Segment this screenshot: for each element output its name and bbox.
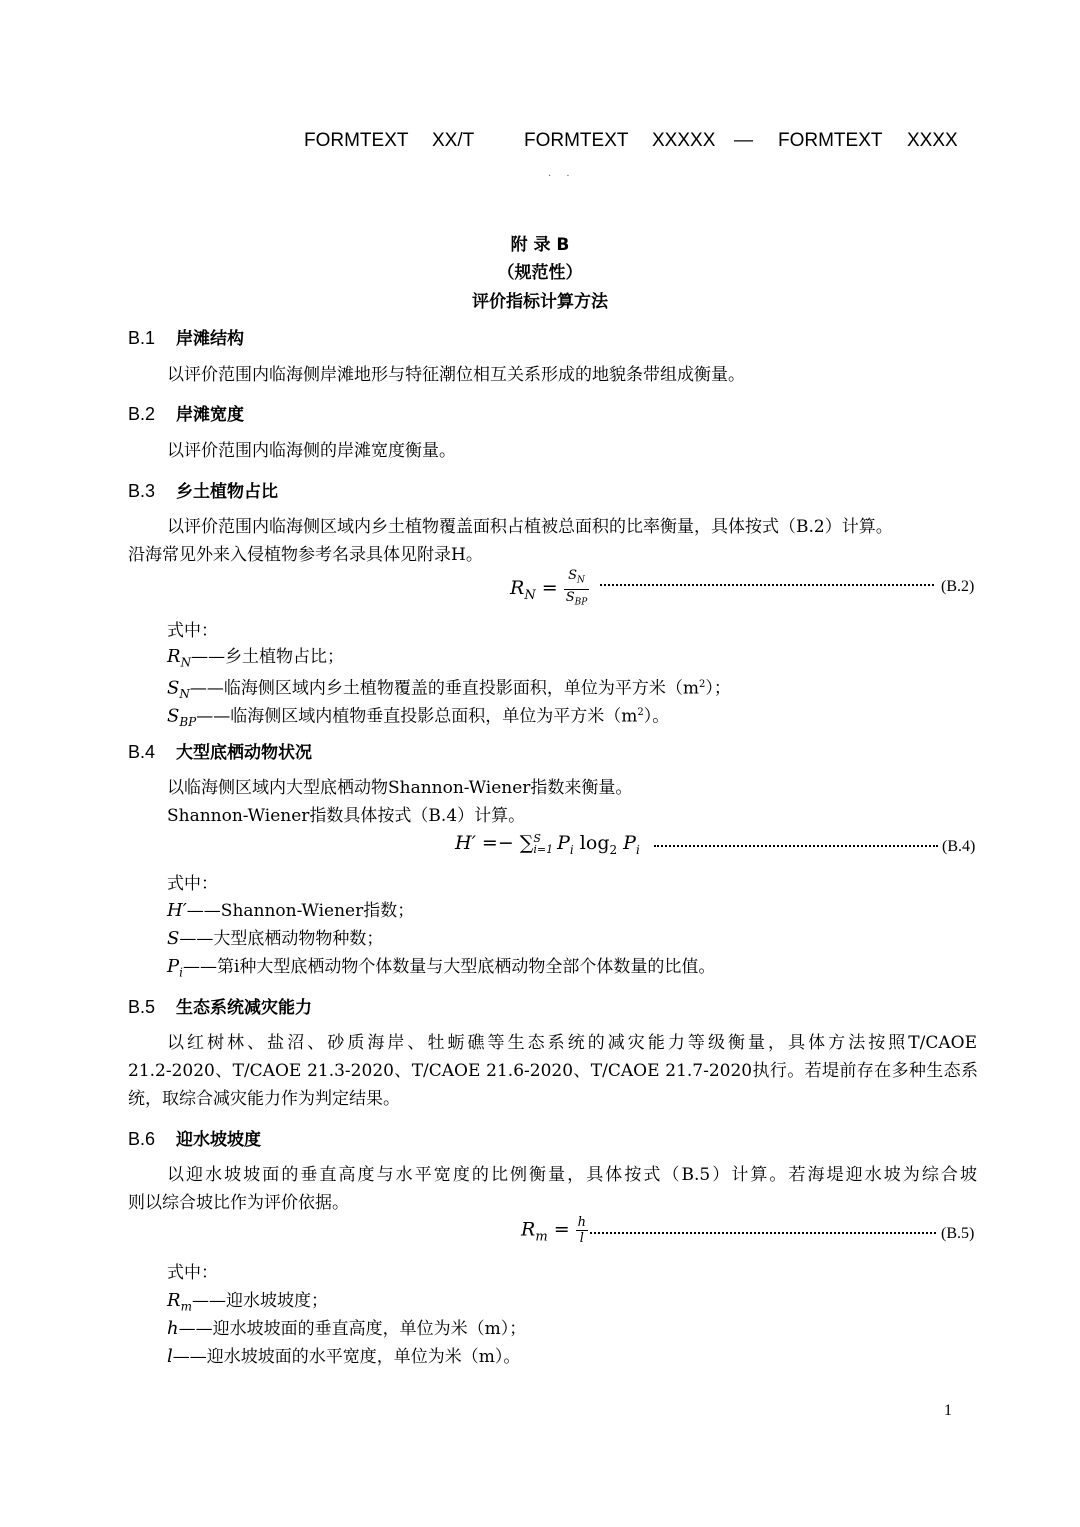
formula-b4	[455, 832, 640, 857]
definition-h	[167, 1315, 526, 1343]
section-b4-heading	[128, 738, 312, 763]
def-symbol: H′	[167, 900, 187, 921]
def-symbol: P	[167, 956, 180, 977]
def-subscript: N	[179, 687, 190, 702]
where-label: 式中：	[167, 621, 218, 641]
fraction-numerator	[564, 568, 590, 590]
section-title: 大型底栖动物状况	[176, 743, 312, 763]
header-dots: . .	[548, 168, 576, 179]
num-sub: N	[577, 575, 585, 586]
formula-eq: =	[541, 577, 558, 600]
section-b5-line-3: 统，取综合减灾能力作为判定结果。	[128, 1089, 400, 1109]
appendix-subtitle: 评价指标计算方法	[472, 292, 608, 312]
page-number: 1	[944, 1402, 952, 1419]
def-text: ——迎水坡坡面的水平宽度，单位为米（m）。	[172, 1347, 521, 1367]
header-value-3: XXXX	[907, 130, 958, 151]
formula-lhs: H′ =− ∑	[455, 832, 534, 854]
formula-log-sub: 2	[609, 842, 618, 857]
section-title: 岸滩宽度	[176, 405, 244, 425]
def-text-end: ）；	[705, 678, 731, 699]
den-sub: BP	[574, 597, 588, 608]
formula-b2	[510, 568, 589, 610]
def-subscript: m	[180, 1299, 192, 1314]
formula-fraction	[564, 568, 590, 610]
definition-l	[167, 1343, 520, 1371]
def-subscript: i	[179, 965, 183, 980]
def-symbol: R	[167, 1290, 181, 1311]
section-b5-line-1: 以红树林、盐沼、砂质海岸、牡蛎礁等生态系统的减灾能力等级衡量，具体方法按照T/CAOE	[167, 1033, 977, 1053]
appendix-nature: （规范性）	[497, 263, 583, 283]
formula-lhs: R	[510, 577, 525, 600]
section-number: B.6	[128, 1129, 156, 1149]
section-number: B.4	[128, 742, 156, 762]
def-text: ——临海侧区域内乡土植物覆盖的垂直投影面积，单位为平方米（m	[189, 678, 699, 699]
section-b4-text-2: Shannon-Wiener指数具体按式（B.4）计算。	[167, 806, 526, 826]
section-b5-heading	[128, 993, 312, 1018]
def-subscript: N	[180, 655, 192, 670]
section-number: B.5	[128, 997, 156, 1017]
def-symbol: R	[167, 646, 181, 667]
definition-h	[167, 897, 414, 925]
header-field-1: FORMTEXT	[304, 130, 409, 151]
equation-number: (B.2)	[941, 578, 975, 595]
section-number: B.1	[128, 328, 156, 348]
def-superscript: 2	[698, 679, 706, 690]
equation-number: (B.4)	[942, 838, 976, 855]
section-title: 生态系统减灾能力	[176, 998, 312, 1018]
definition-sbp	[167, 699, 669, 736]
header-value-1: XX/T	[432, 130, 475, 151]
def-symbol: S	[167, 928, 180, 949]
formula-log: log	[579, 832, 610, 854]
def-text-end: ）。	[643, 706, 670, 727]
section-title: 乡土植物占比	[176, 482, 278, 502]
section-b2-heading	[128, 400, 244, 425]
def-symbol: S	[167, 705, 180, 727]
def-symbol: h	[167, 1318, 179, 1339]
section-b5-line-2: 21.2-2020、T/CAOE 21.3-2020、T/CAOE 21.6-2020、T/CAOE 21.7-2020执行。若堤前存在多种生态系	[128, 1061, 978, 1081]
def-symbol: l	[167, 1346, 173, 1367]
def-text: ——大型底栖动物物种数；	[179, 929, 384, 949]
section-b2-text: 以评价范围内临海侧的岸滩宽度衡量。	[167, 441, 456, 461]
def-text: ——Shannon-Wiener指数；	[186, 901, 415, 921]
formula-p: P	[557, 832, 570, 854]
section-b1-text: 以评价范围内临海侧岸滩地形与特征潮位相互关系形成的地貌条带组成衡量。	[167, 365, 745, 385]
where-label: 式中：	[167, 1263, 218, 1283]
den-sym: S	[565, 589, 575, 605]
section-b6-heading	[128, 1125, 261, 1150]
where-label: 式中：	[167, 874, 218, 894]
section-b1-heading	[128, 324, 244, 349]
formula-eq: =	[553, 1218, 570, 1241]
definition-s	[167, 925, 383, 953]
section-b3-text-1: 以评价范围内临海侧区域内乡土植物覆盖面积占植被总面积的比率衡量，具体按式（B.2）计算。	[167, 517, 893, 537]
formula-lhs-sub: m	[535, 1229, 548, 1245]
formula-p-sub: i	[569, 842, 574, 857]
def-text: ——乡土植物占比；	[191, 647, 345, 667]
header-value-2: XXXXX	[652, 130, 716, 151]
definition-pi	[167, 953, 715, 986]
header-field-2: FORMTEXT	[524, 130, 629, 151]
formula-p2: P	[623, 832, 636, 854]
section-b6-line-1: 以迎水坡坡面的垂直高度与水平宽度的比例衡量，具体按式（B.5）计算。若海堤迎水坡为综合坡	[167, 1165, 977, 1185]
section-b4-text-1: 以临海侧区域内大型底栖动物Shannon-Wiener指数来衡量。	[167, 778, 633, 798]
fraction-denominator: l	[579, 1231, 584, 1246]
def-subscript: BP	[179, 715, 197, 730]
section-number: B.2	[128, 404, 156, 424]
num-sym: S	[568, 568, 577, 583]
formula-b5	[521, 1215, 588, 1246]
sum-upper: S	[533, 832, 541, 845]
header-field-3: FORMTEXT	[778, 130, 883, 151]
def-superscript: 2	[637, 707, 644, 718]
def-text: ——临海侧区域内植物垂直投影总面积，单位为平方米（m	[196, 706, 638, 727]
sum-lower: i=1	[533, 843, 554, 856]
formula-lhs-sub: N	[524, 587, 536, 603]
section-b6-line-2: 则以综合坡比作为评价依据。	[128, 1193, 349, 1213]
def-text: ——迎水坡坡面的垂直高度，单位为米（m）；	[178, 1319, 527, 1339]
formula-leader	[590, 1232, 936, 1234]
section-b3-text-2: 沿海常见外来入侵植物参考名录具体见附录H。	[128, 545, 483, 565]
formula-p2-sub: i	[635, 842, 640, 857]
fraction-numerator: h	[577, 1215, 587, 1230]
equation-number: (B.5)	[941, 1225, 975, 1242]
def-symbol: S	[167, 677, 180, 699]
formula-fraction	[576, 1215, 588, 1246]
formula-lhs: R	[521, 1218, 536, 1241]
def-text: ——迎水坡坡度；	[191, 1291, 328, 1311]
appendix-title: 附 录 B	[510, 235, 570, 255]
fraction-denominator	[564, 590, 590, 611]
def-text: ——第i种大型底栖动物个体数量与大型底栖动物全部个体数量的比值。	[182, 957, 716, 977]
section-title: 迎水坡坡度	[176, 1130, 261, 1150]
section-title: 岸滩结构	[176, 329, 244, 349]
sum-limits	[533, 833, 553, 855]
section-b3-heading	[128, 477, 278, 502]
header-dash: —	[734, 130, 753, 151]
section-number: B.3	[128, 481, 156, 501]
formula-leader	[654, 845, 938, 847]
formula-leader	[600, 584, 934, 586]
